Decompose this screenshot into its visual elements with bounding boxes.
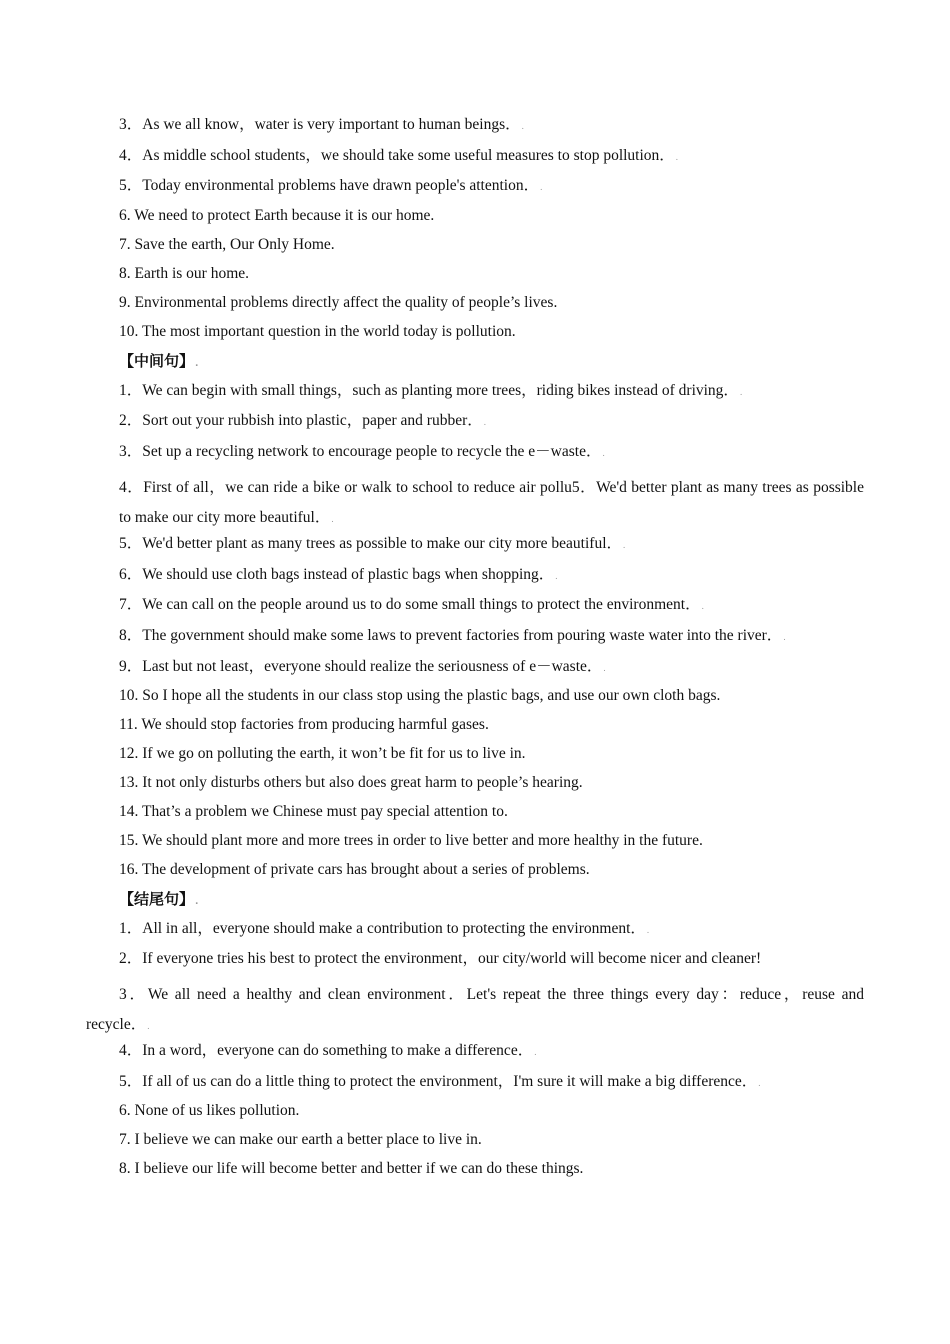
middle-sentence-8: 8．The government should make some laws to prevent factories from pouring waste water into the river．. bbox=[119, 627, 786, 644]
middle-sentence-6: 6．We should use cloth bags instead of plastic bags when shopping．. bbox=[119, 566, 558, 583]
opening-sentence-9: 9. Environmental problems directly affect the quality of people’s lives. bbox=[119, 294, 558, 311]
opening-sentence-4: 4．As middle school students，we should take some useful measures to stop pollution．. bbox=[119, 147, 679, 164]
middle-sentence-11: 11. We should stop factories from producing harmful gases. bbox=[119, 716, 489, 733]
middle-sentence-1: 1．We can begin with small things，such as planting more trees，riding bikes instead of driving．. bbox=[119, 382, 743, 399]
middle-sentence-13: 13. It not only disturbs others but also does great harm to people’s hearing. bbox=[119, 774, 583, 791]
middle-sentence-5: 5．We'd better plant as many trees as possible to make our city more beautiful．. bbox=[119, 535, 626, 552]
ending-section-heading: 【结尾句】. bbox=[119, 890, 199, 908]
middle-sentence-3: 3．Set up a recycling network to encourage people to recycle the e－waste．. bbox=[119, 443, 605, 460]
middle-sentence-10: 10. So I hope all the students in our class stop using the plastic bags, and use our own cloth bags. bbox=[119, 687, 721, 704]
middle-sentence-16: 16. The development of private cars has brought about a series of problems. bbox=[119, 861, 590, 878]
middle-sentence-2: 2．Sort out your rubbish into plastic，paper and rubber．. bbox=[119, 412, 487, 429]
opening-sentence-8: 8. Earth is our home. bbox=[119, 265, 250, 282]
opening-sentence-3: 3．As we all know，water is very important to human beings．. bbox=[119, 116, 524, 133]
ending-sentence-7: 7. I believe we can make our earth a better place to live in. bbox=[119, 1131, 482, 1148]
middle-section-heading: 【中间句】. bbox=[119, 352, 199, 370]
ending-sentence-5: 5．If all of us can do a little thing to protect the environment，I'm sure it will make a big difference．. bbox=[119, 1073, 761, 1090]
ending-sentence-8: 8. I believe our life will become better and better if we can do these things. bbox=[119, 1160, 584, 1177]
opening-sentence-7: 7. Save the earth, Our Only Home. bbox=[119, 236, 335, 253]
ending-sentence-3: 3．We all need a healthy and clean environment．Let's repeat the three things every day：reduce，reuse and recycle．. bbox=[86, 986, 864, 1033]
middle-sentence-7: 7．We can call on the people around us to do some small things to protect the environment．. bbox=[119, 596, 704, 613]
middle-sentence-12: 12. If we go on polluting the earth, it won’t be fit for us to live in. bbox=[119, 745, 526, 762]
opening-sentence-10: 10. The most important question in the world today is pollution. bbox=[119, 323, 516, 340]
middle-sentence-15: 15. We should plant more and more trees in order to live better and more healthy in the future. bbox=[119, 832, 703, 849]
ending-sentence-6: 6. None of us likes pollution. bbox=[119, 1102, 300, 1119]
opening-sentence-6: 6. We need to protect Earth because it is our home. bbox=[119, 207, 435, 224]
ending-sentence-1: 1．All in all，everyone should make a contribution to protecting the environment．. bbox=[119, 920, 650, 937]
middle-sentence-14: 14. That’s a problem we Chinese must pay special attention to. bbox=[119, 803, 508, 820]
ending-sentence-2: 2．If everyone tries his best to protect the environment，our city/world will become nicer and cleaner! bbox=[119, 950, 762, 967]
middle-sentence-9: 9．Last but not least，everyone should realize the seriousness of e－waste．. bbox=[119, 658, 606, 675]
opening-sentence-5: 5．Today environmental problems have drawn people's attention．. bbox=[119, 177, 543, 194]
ending-sentence-4: 4．In a word，everyone can do something to make a difference．. bbox=[119, 1042, 537, 1059]
middle-sentence-4: 4．First of all，we can ride a bike or walk to school to reduce air pollu5．We'd better plant as many trees as possible to make our city more beautiful．. bbox=[119, 479, 864, 526]
